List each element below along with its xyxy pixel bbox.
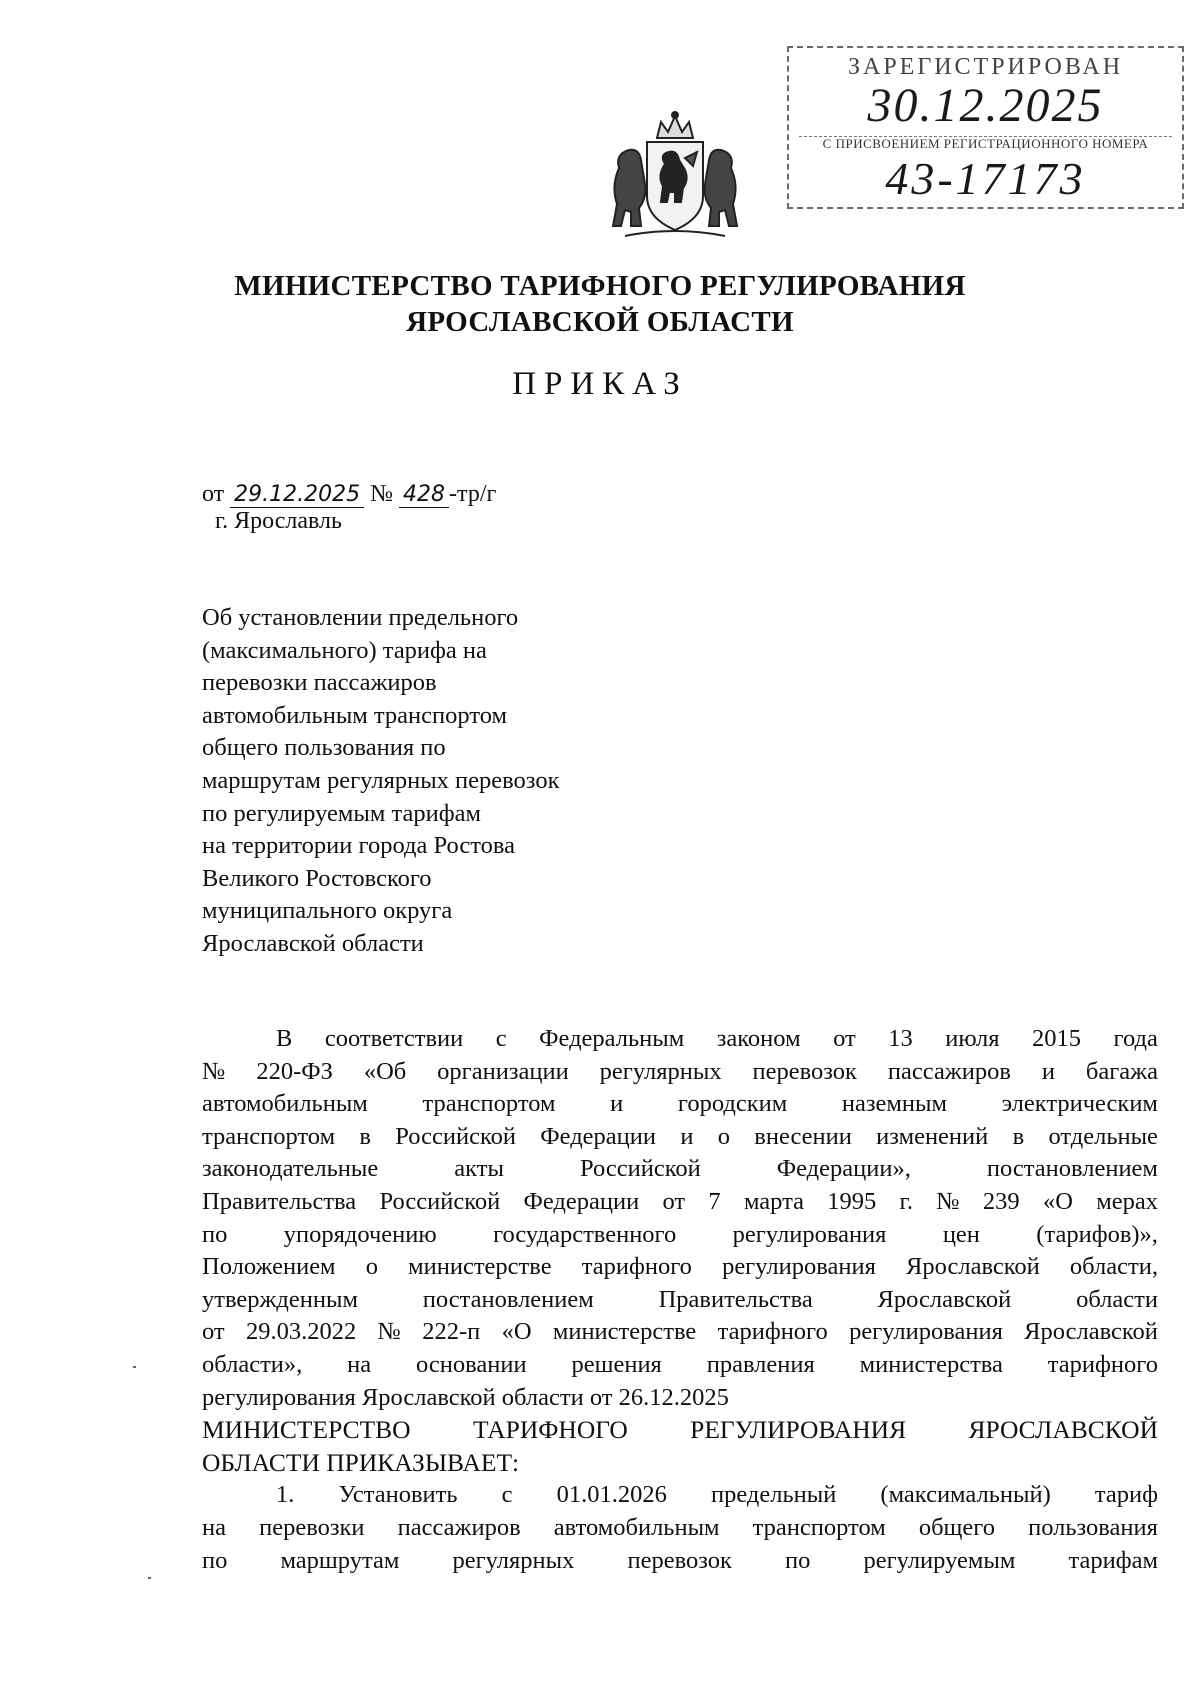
body-line (202, 1251, 1158, 1284)
word: перевозки (259, 1513, 365, 1541)
word: тарифам (1068, 1546, 1158, 1574)
subject-line: по регулируемым тарифам (202, 799, 481, 827)
word: регулирования (849, 1318, 1003, 1346)
word: Федерации (540, 1122, 657, 1150)
order-number: 428 (399, 482, 449, 508)
word: по (202, 1220, 228, 1248)
word: регулирования (722, 1253, 876, 1281)
word: тарифного (1047, 1350, 1158, 1378)
body-line (202, 1121, 1158, 1154)
body-line (202, 1088, 1158, 1121)
word: области (1076, 1285, 1158, 1313)
word: (максимальный) (880, 1481, 1051, 1509)
word: министерстве (552, 1318, 697, 1346)
word: с (501, 1481, 513, 1509)
subject-line: Великого Ростовского (202, 864, 432, 892)
word: Федеральным (539, 1025, 685, 1052)
word: и (610, 1090, 624, 1118)
word: законодательные (202, 1155, 379, 1183)
word: министерстве (408, 1253, 552, 1281)
subject-line: Ярославской области (202, 929, 424, 957)
stamp-title: ЗАРЕГИСТРИРОВАН (847, 54, 1124, 80)
body-line: регулирования Ярославской области от 26.12.2025 (202, 1383, 729, 1411)
word: регулируемым (863, 1546, 1016, 1574)
word: постановлением (422, 1285, 594, 1313)
body-line (202, 1056, 1158, 1089)
scan-artifact (133, 1366, 136, 1368)
word: МИНИСТЕРСТВО (202, 1415, 411, 1445)
word: организации (437, 1057, 569, 1085)
subject-line: Об установлении предельного (202, 604, 519, 631)
body-line (202, 1512, 1158, 1545)
word: (тарифов)», (1036, 1220, 1158, 1248)
order-body (202, 1023, 1158, 1577)
word: о (717, 1122, 730, 1150)
word: перевозок (627, 1546, 732, 1574)
word: наземным (841, 1090, 947, 1118)
word: решения (571, 1350, 662, 1378)
word: постановлением (986, 1155, 1158, 1183)
word: правления (706, 1350, 815, 1378)
word: мерах (1096, 1187, 1158, 1215)
word: 239 (982, 1187, 1020, 1215)
word: на (202, 1513, 226, 1541)
word: транспортом (752, 1513, 886, 1541)
word: Правительства (202, 1187, 357, 1215)
word: и (1041, 1057, 1055, 1085)
word: 222-п (422, 1318, 481, 1346)
word: от (833, 1025, 856, 1052)
word: государственного (493, 1220, 677, 1248)
body-line (202, 1219, 1158, 1252)
subject-line: перевозки пассажиров (202, 669, 437, 697)
word: багажа (1085, 1057, 1158, 1085)
ministry-name-line1: МИНИСТЕРСТВО ТАРИФНОГО РЕГУЛИРОВАНИЯ (234, 270, 966, 302)
word: Правительства (658, 1285, 813, 1313)
word: утвержденным (202, 1285, 358, 1313)
word: перевозок (752, 1057, 857, 1085)
word: 1995 (827, 1187, 877, 1215)
word: на (347, 1350, 372, 1378)
word: тарифного (717, 1318, 828, 1346)
word: 1. (276, 1481, 295, 1509)
body-line (202, 1186, 1158, 1219)
coat-of-arms-icon (605, 108, 745, 248)
body-line (202, 1023, 1158, 1056)
word: пользования (1028, 1513, 1158, 1541)
word: № (377, 1318, 401, 1346)
word: пассажиров (397, 1513, 521, 1541)
word: регулярных (452, 1546, 575, 1574)
registration-stamp (787, 46, 1184, 209)
word: «О (501, 1318, 532, 1346)
subject-line: общего пользования по (202, 734, 446, 762)
word: автомобильным (202, 1090, 368, 1118)
word: акты (454, 1155, 504, 1183)
word: «О (1042, 1187, 1073, 1215)
stamp-date: 30.12.2025 (867, 79, 1104, 132)
word: по (785, 1546, 811, 1574)
body-line (202, 1349, 1158, 1382)
word: в (359, 1122, 371, 1150)
word: 2015 (1032, 1025, 1082, 1052)
body-line (202, 1414, 1158, 1447)
word: года (1113, 1025, 1158, 1052)
word: по (202, 1546, 228, 1574)
scan-artifact (148, 1577, 151, 1579)
word: маршрутам (280, 1546, 400, 1574)
number-suffix: -тр/г (449, 481, 497, 507)
word: Российской (395, 1122, 516, 1150)
stamp-number: 43-17173 (885, 153, 1086, 204)
word: тариф (1094, 1481, 1158, 1509)
word: Федерации (523, 1187, 640, 1215)
word: автомобильным (553, 1513, 720, 1541)
word: транспортом (422, 1090, 556, 1118)
document-type: ПРИКАЗ (512, 366, 688, 402)
word: Положением (202, 1253, 336, 1281)
word: упорядочению (283, 1220, 437, 1248)
word: 7 (708, 1187, 721, 1215)
word: ЯРОСЛАВСКОЙ (968, 1415, 1158, 1445)
word: ТАРИФНОГО (472, 1415, 628, 1445)
word: отдельные (1048, 1122, 1158, 1150)
word: основании (416, 1350, 527, 1378)
word: области, (1069, 1253, 1158, 1281)
word: 13 (888, 1025, 913, 1052)
word: Федерации», (776, 1155, 911, 1183)
word: соответствии (324, 1025, 464, 1052)
word: Установить (338, 1481, 458, 1509)
word: от (662, 1187, 686, 1215)
subject-line: на территории города Ростова (202, 832, 515, 860)
stamp-caption: С ПРИСВОЕНИЕМ РЕГИСТРАЦИОННОГО НОМЕРА (822, 136, 1149, 151)
body-line (202, 1284, 1158, 1317)
city: г. Ярославль (215, 508, 342, 534)
word: июля (945, 1025, 1000, 1052)
word: 220-ФЗ (256, 1057, 333, 1085)
word: городским (677, 1090, 788, 1118)
word: регулярных (599, 1057, 722, 1085)
word: Ярославской (906, 1253, 1040, 1281)
word: тарифного (581, 1253, 692, 1281)
order-date-line (202, 481, 496, 508)
word: изменений (876, 1122, 989, 1150)
ministry-name-line2: ЯРОСЛАВСКОЙ ОБЛАСТИ (406, 306, 794, 338)
word: марта (743, 1187, 804, 1215)
word: г. (899, 1187, 913, 1215)
word: от (202, 1318, 225, 1346)
word: № (202, 1057, 226, 1085)
word: № (936, 1187, 960, 1215)
word: министерства (859, 1350, 1003, 1378)
number-sign: № (370, 481, 394, 507)
body-line (202, 1316, 1158, 1349)
word: Российской (579, 1155, 701, 1183)
word: транспортом (202, 1122, 336, 1150)
word: законом (716, 1025, 801, 1052)
order-date: 29.12.2025 (230, 482, 364, 508)
word: предельный (710, 1481, 837, 1509)
word: с (495, 1025, 507, 1052)
subject-line: муниципального округа (202, 897, 453, 925)
word: Ярославской (1024, 1318, 1158, 1346)
word: В (276, 1025, 293, 1052)
order-subject (202, 602, 662, 961)
word: 01.01.2026 (556, 1481, 667, 1509)
subject-line: (максимального) тарифа на (202, 636, 487, 664)
subject-line: маршрутам регулярных перевозок (202, 766, 560, 794)
body-line (202, 1545, 1158, 1578)
word: Российской (379, 1187, 501, 1215)
word: о (365, 1253, 378, 1281)
word: области», (202, 1350, 303, 1378)
subject-line: автомобильным транспортом (202, 701, 508, 729)
word: Ярославской (877, 1285, 1012, 1313)
body-line (202, 1479, 1158, 1512)
word: общего (918, 1513, 995, 1541)
word: РЕГУЛИРОВАНИЯ (690, 1415, 907, 1445)
word: внесении (754, 1122, 852, 1150)
word: в (1012, 1122, 1025, 1150)
word: 29.03.2022 (245, 1318, 357, 1346)
body-line (202, 1153, 1158, 1186)
word: пассажиров (887, 1057, 1011, 1085)
word: электрическим (1001, 1090, 1158, 1118)
date-prefix: от (202, 481, 225, 507)
word: регулирования (732, 1220, 887, 1248)
word: цен (942, 1220, 980, 1248)
word: и (680, 1122, 694, 1150)
body-line: ОБЛАСТИ ПРИКАЗЫВАЕТ: (202, 1447, 520, 1477)
word: «Об (363, 1057, 407, 1085)
